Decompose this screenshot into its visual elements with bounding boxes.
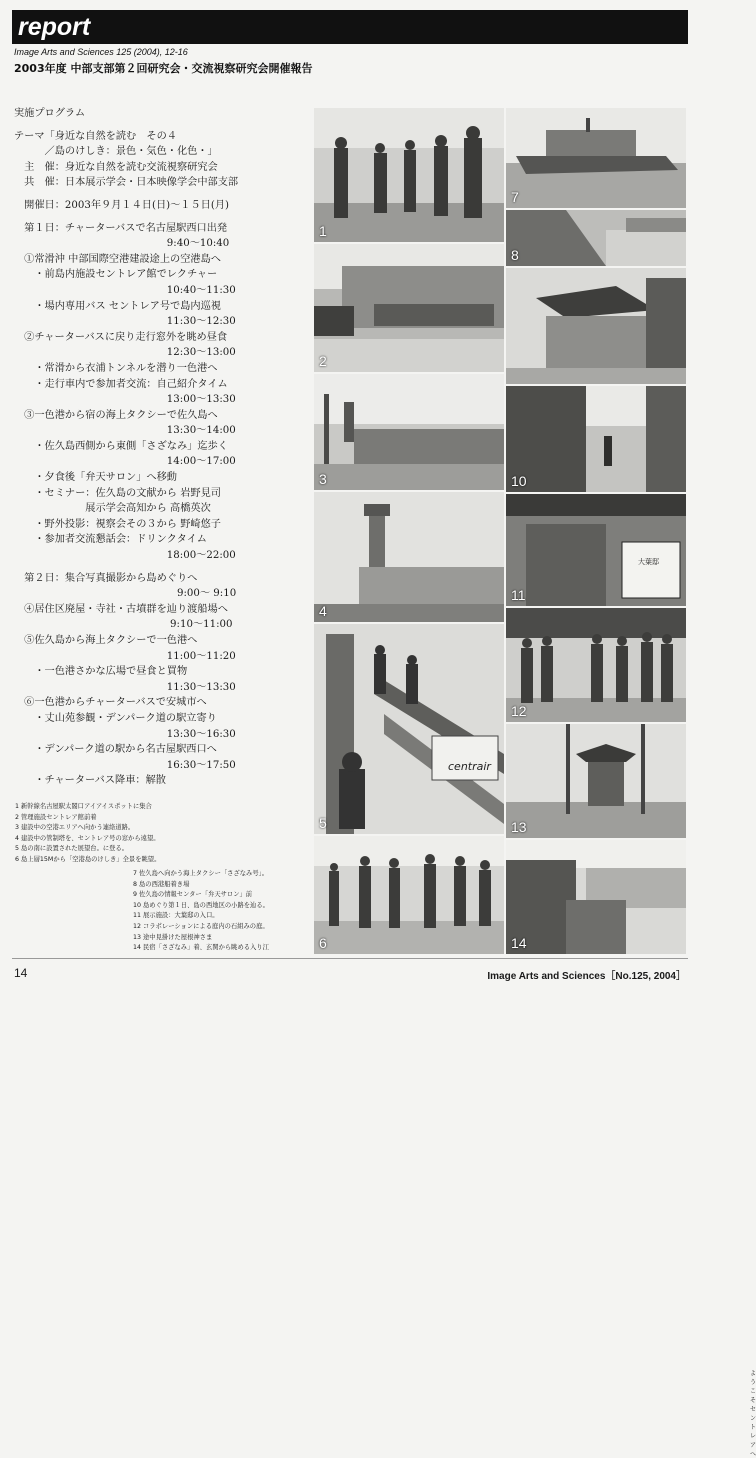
program-line: [14, 191, 304, 198]
program-line: 実施プログラム: [14, 108, 86, 119]
photo-8: [506, 210, 686, 266]
photo-number: 10: [511, 473, 527, 489]
photo-3-image: [314, 374, 504, 490]
photo-number: 13: [511, 819, 527, 835]
photo-10: [506, 386, 686, 492]
program-line: ・前島内施設セントレア館でレクチャー: [14, 269, 218, 281]
program-line: 展示学会高知から 高橋英次: [14, 503, 211, 515]
photo-caption: 14 民宿「さざなみ」着、玄関から眺める入り江: [133, 944, 269, 952]
program-line: 第２日：集合写真撮影から島めぐりへ: [14, 572, 198, 584]
photo-12: [506, 608, 686, 722]
program-line: ②チャーターバスに戻り走行窓外を眺め昼食: [14, 331, 228, 343]
program-line: [14, 214, 304, 221]
header-title: report: [18, 13, 91, 41]
photo-caption: 4 建設中の管制塔を、セントレア号の窓から遠望。: [15, 834, 160, 842]
program-line: ③一色港から宿の海上タクシーで佐久島へ: [14, 409, 218, 421]
program-line: 13:00～13:30: [14, 394, 236, 406]
program-line: ・チャーターバス降車：解散: [14, 775, 166, 787]
photo-number: 6: [319, 935, 327, 951]
report-title: 2003年度 中部支部第２回研究会・交流視察研究会開催報告: [14, 62, 313, 75]
captions-left: [15, 802, 160, 866]
photo-13: [506, 724, 686, 838]
footer-divider: [12, 958, 688, 959]
program-line: 開催日：2003年９月１４日(日)～１５日(月): [14, 199, 230, 211]
program-line: 16:30～17:50: [14, 759, 236, 771]
program-line: ・丈山苑参観・デンパーク道の駅立寄り: [14, 712, 217, 724]
photo-9: [506, 268, 686, 384]
photo-caption: 1 新幹線名古屋駅太閤口アイアイスポットに集合: [15, 803, 152, 810]
program-line: ・場内専用バス セントレア号で島内巡視: [14, 300, 221, 312]
photo-4: [314, 492, 504, 622]
photo-number: 12: [511, 703, 527, 719]
program-line: 共 催：日本展示学会・日本映像学会中部支部: [14, 177, 239, 189]
photo-2-image: [314, 244, 504, 372]
program-line: ・走行車内で参加者交流：自己紹介タイム: [14, 378, 228, 390]
program-line: ／島のけしき：景色・気色・化色・」: [14, 146, 218, 158]
photo-number: 1: [319, 223, 327, 239]
photo-9-image: [506, 268, 686, 384]
photo-12-image: [506, 608, 686, 722]
program-line: ・常滑から衣浦トンネルを潜り一色港へ: [14, 362, 218, 374]
photo-8-image: [506, 210, 686, 266]
program-line: テーマ「身近な自然を読む その４: [14, 130, 177, 142]
photo-3: [314, 374, 504, 490]
program-line: 13:30～14:00: [14, 425, 236, 437]
photo-caption: 7 佐久島へ向かう海上タクシー「さざなみ号」。: [133, 870, 269, 877]
captions-right: [133, 869, 269, 954]
program-line: ・セミナー：佐久島の文献から 岩野見司: [14, 487, 221, 499]
photo-caption: 6 島上層15Mから「空港島のけしき」全景を眺望。: [15, 855, 161, 863]
photo-caption: 3 建設中の空港エリアへ向かう連絡道路。: [15, 824, 135, 832]
photo-number: 4: [319, 603, 327, 619]
program-text: [14, 106, 304, 789]
page-number: 14: [14, 966, 28, 980]
photo-number: 5: [319, 815, 327, 831]
citation: Image Arts and Sciences 125 (2004), 12-16: [14, 47, 188, 57]
photo-2: [314, 244, 504, 372]
program-line: 9:00～ 9:10: [14, 588, 237, 600]
photo-number: 11: [511, 587, 526, 603]
photo-14: [506, 840, 686, 954]
photo-number: 2: [319, 353, 327, 369]
program-line: ④居住区廃屋・寺社・古墳群を辿り渡船場へ: [14, 603, 228, 615]
program-line: 9:10～11:00: [14, 619, 233, 631]
program-line: ⑥一色港からチャーターバスで安城市へ: [14, 697, 207, 709]
photo-caption: 12 コラボレーションによる庭内の石組みの庭。: [133, 922, 269, 930]
photo-14-image: [506, 840, 686, 954]
photo-caption: 11 展示施設：大葉邸の入口。: [133, 912, 219, 920]
program-line: 12:30～13:00: [14, 347, 236, 359]
photo-1-image: [314, 108, 504, 242]
photo-6-image: [314, 836, 504, 954]
program-line: 9:40～10:40: [14, 238, 230, 250]
program-line: 第１日：チャーターバスで名古屋駅西口出発: [14, 222, 228, 234]
photo-caption: 13 途中見掛けた屋根神さま: [133, 933, 213, 941]
program-line: ⑤佐久島から海上タクシーで一色港へ: [14, 635, 198, 646]
program-line: 11:30～13:30: [14, 681, 236, 693]
program-line: ・参加者交流懇話会：ドリンクタイム: [14, 534, 207, 546]
photo-caption: 2 管理施設セントレア館前着: [15, 813, 97, 821]
centrair-sign-en: centrair: [448, 760, 491, 773]
program-line: 11:00～11:20: [14, 650, 236, 662]
photo-number: 8: [511, 247, 519, 263]
photo-7: [506, 108, 686, 208]
photo-5-image: [314, 624, 504, 834]
program-line: ・佐久島西側から東側「さざなみ」迄歩く: [14, 440, 228, 452]
photo-6: [314, 836, 504, 954]
header-bar: [12, 10, 688, 44]
program-line: ・デンパーク道の駅から名古屋駅西口へ: [14, 744, 217, 756]
photo-caption: 5 島の南に設置された展望台。に登る。: [15, 845, 129, 853]
photo-4-image: [314, 492, 504, 622]
centrair-sign-jp: ようこそ セントレアへ: [750, 1370, 756, 1458]
program-line: [14, 122, 304, 129]
program-line: 18:00～22:00: [14, 550, 236, 562]
photo-number: 14: [511, 935, 527, 951]
journal-name: Image Arts and Sciences［No.125, 2004］: [487, 971, 686, 982]
program-line: 14:00～17:00: [14, 456, 236, 468]
photo-number: 7: [511, 189, 519, 205]
program-line: [14, 564, 304, 571]
photo-number: 3: [319, 471, 327, 487]
ohba-sign: 大葉邸: [638, 558, 659, 566]
program-line: 13:30～16:30: [14, 728, 236, 740]
photo-caption: 9 佐久島の情報センター「弁天サロン」前: [133, 891, 253, 899]
program-line: 11:30～12:30: [14, 316, 236, 328]
photo-caption: 10 島めぐり第１日、島の西地区の小路を辿る。: [133, 901, 269, 909]
program-line: ①常滑沖 中部国際空港建設途上の空港島へ: [14, 253, 221, 265]
program-line: ・夕食後「弁天サロン」へ移動: [14, 472, 177, 484]
photo-11-image: [506, 494, 686, 606]
photo-7-image: [506, 108, 686, 208]
program-line: 10:40～11:30: [14, 284, 236, 296]
program-line: ・野外投影：視察会その３から 野崎悠子: [14, 518, 221, 530]
program-line: ・一色港さかな広場で昼食と買物: [14, 666, 188, 678]
photo-caption: 8 島の西港船着き場: [133, 880, 190, 888]
photo-10-image: [506, 386, 686, 492]
photo-11: [506, 494, 686, 606]
photo-1: [314, 108, 504, 242]
program-line: 主 催：身近な自然を読む交流視察研究会: [14, 161, 218, 173]
photo-13-image: [506, 724, 686, 838]
